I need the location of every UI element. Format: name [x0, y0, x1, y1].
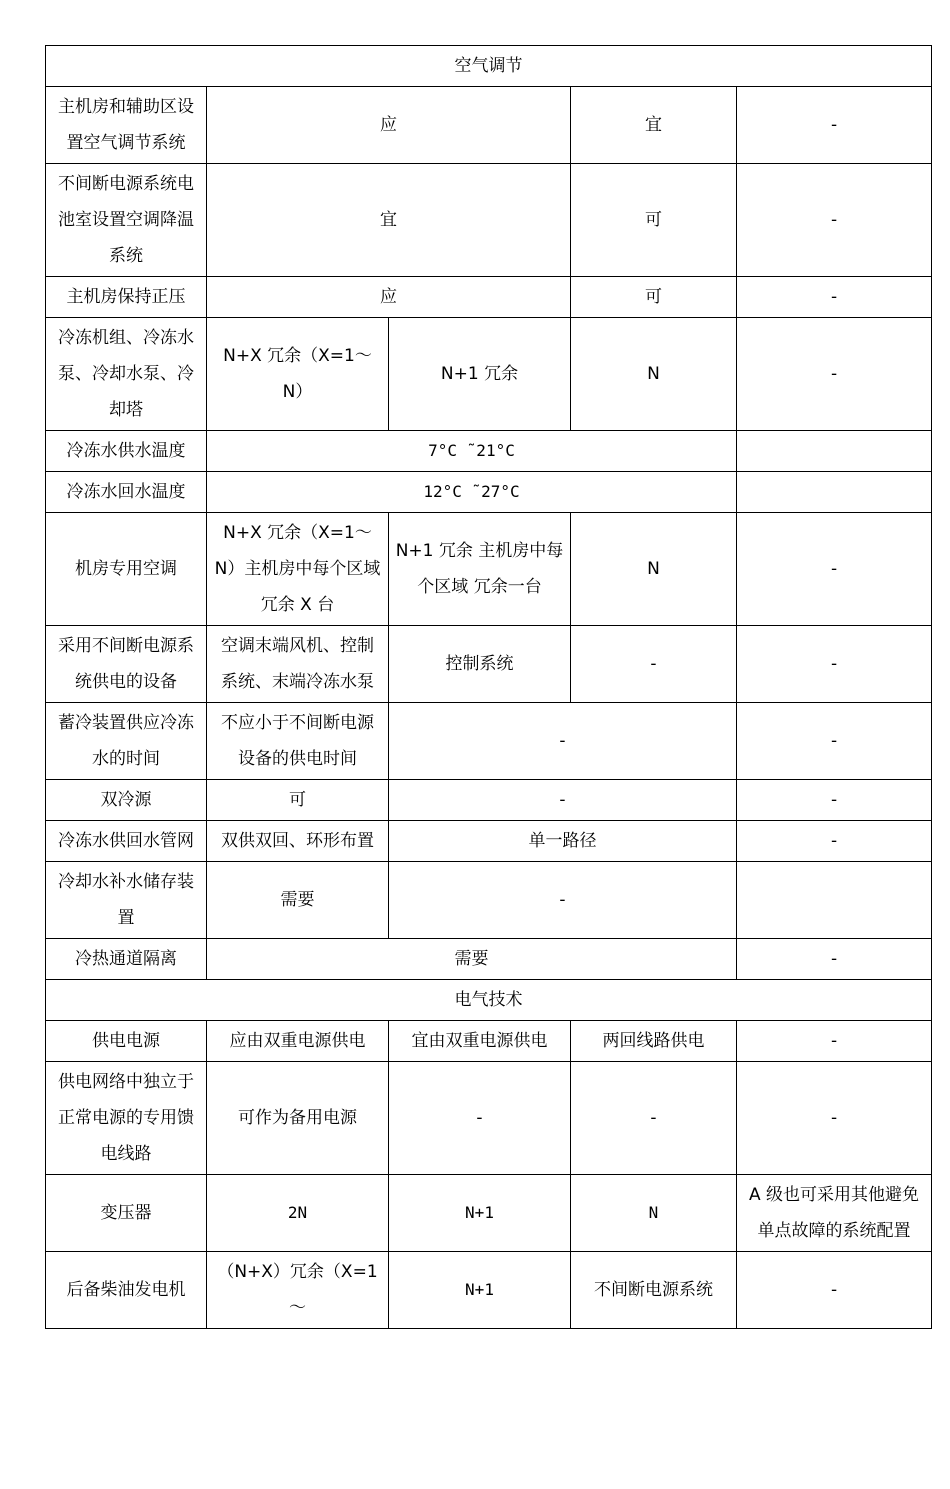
row-label: 主机房和辅助区设置空气调节系统 — [46, 87, 207, 164]
cell-c: N — [571, 318, 737, 431]
table-row — [46, 821, 932, 862]
table-row — [46, 703, 932, 780]
cell-c: 可 — [571, 277, 737, 318]
cell-a: 应 — [207, 87, 571, 164]
row-label: 冷却水补水储存装置 — [46, 862, 207, 939]
cell-b: - — [389, 703, 737, 780]
cell-d: - — [737, 939, 932, 980]
cell-d: - — [737, 318, 932, 431]
cell-b: 单一路径 — [389, 821, 737, 862]
table-row — [46, 1175, 932, 1252]
cell-a: 双供双回、环形布置 — [207, 821, 389, 862]
table-row — [46, 277, 932, 318]
row-label: 双冷源 — [46, 780, 207, 821]
section-row-elec — [46, 980, 932, 1021]
cell-a: N+X 冗余（X=1～N）主机房中每个区域 冗余 X 台 — [207, 513, 389, 626]
table-row — [46, 862, 932, 939]
cell-c: 不间断电源系统 — [571, 1252, 737, 1329]
cell-a: 12°C ˜27°C — [207, 472, 737, 513]
cell-a: 需要 — [207, 939, 737, 980]
table-row — [46, 431, 932, 472]
section-title: 空气调节 — [46, 46, 932, 87]
row-label: 主机房保持正压 — [46, 277, 207, 318]
cell-d-empty — [737, 431, 932, 472]
cell-a: 应 — [207, 277, 571, 318]
cell-a: 应由双重电源供电 — [207, 1021, 389, 1062]
cell-d: A 级也可采用其他避免单点故障的系统配置 — [737, 1175, 932, 1252]
row-label: 供电电源 — [46, 1021, 207, 1062]
cell-d: - — [737, 277, 932, 318]
section-row-air — [46, 46, 932, 87]
cell-b: - — [389, 862, 737, 939]
row-label: 冷冻水供回水管网 — [46, 821, 207, 862]
table-row — [46, 513, 932, 626]
row-label: 冷热通道隔离 — [46, 939, 207, 980]
row-label: 冷冻机组、冷冻水泵、冷却水泵、冷却塔 — [46, 318, 207, 431]
row-label: 采用不间断电源系统供电的设备 — [46, 626, 207, 703]
table-row — [46, 626, 932, 703]
cell-d: - — [737, 1021, 932, 1062]
cell-b: 控制系统 — [389, 626, 571, 703]
cell-b: N+1 冗余 — [389, 318, 571, 431]
table-row — [46, 472, 932, 513]
cell-d-empty — [737, 472, 932, 513]
row-label: 不间断电源系统电池室设置空调降温系统 — [46, 164, 207, 277]
cell-a: 空调末端风机、控制系统、末端冷冻水泵 — [207, 626, 389, 703]
cell-b: N+1 — [389, 1252, 571, 1329]
cell-c: 宜 — [571, 87, 737, 164]
row-label: 蓄冷装置供应冷冻水的时间 — [46, 703, 207, 780]
table-row — [46, 1252, 932, 1329]
row-label: 冷冻水回水温度 — [46, 472, 207, 513]
spec-table — [45, 45, 932, 1329]
cell-a: 可 — [207, 780, 389, 821]
cell-d: - — [737, 703, 932, 780]
cell-c: - — [571, 1062, 737, 1175]
table-row — [46, 1021, 932, 1062]
row-label: 冷冻水供水温度 — [46, 431, 207, 472]
cell-a: N+X 冗余（X=1～N） — [207, 318, 389, 431]
table-row — [46, 164, 932, 277]
cell-c: 两回线路供电 — [571, 1021, 737, 1062]
cell-b: N+1 — [389, 1175, 571, 1252]
cell-d: - — [737, 1252, 932, 1329]
cell-c: - — [571, 626, 737, 703]
cell-d: - — [737, 164, 932, 277]
row-label: 供电网络中独立于正常电源的专用馈电线路 — [46, 1062, 207, 1175]
cell-a: 需要 — [207, 862, 389, 939]
cell-d: - — [737, 513, 932, 626]
table-row — [46, 87, 932, 164]
cell-d: - — [737, 1062, 932, 1175]
cell-c: N — [571, 513, 737, 626]
row-label: 机房专用空调 — [46, 513, 207, 626]
cell-d: - — [737, 821, 932, 862]
cell-a: 可作为备用电源 — [207, 1062, 389, 1175]
table-row — [46, 318, 932, 431]
table-row — [46, 1062, 932, 1175]
row-label: 后备柴油发电机 — [46, 1252, 207, 1329]
cell-a: 宜 — [207, 164, 571, 277]
table-row — [46, 780, 932, 821]
cell-c: 可 — [571, 164, 737, 277]
cell-d: - — [737, 780, 932, 821]
cell-b: - — [389, 780, 737, 821]
cell-d: - — [737, 87, 932, 164]
cell-a: 2N — [207, 1175, 389, 1252]
cell-b: N+1 冗余 主机房中每个区域 冗余一台 — [389, 513, 571, 626]
cell-d-empty — [737, 862, 932, 939]
cell-b: - — [389, 1062, 571, 1175]
section-title: 电气技术 — [46, 980, 932, 1021]
cell-a: （N+X）冗余（X=1～ — [207, 1252, 389, 1329]
table-row — [46, 939, 932, 980]
cell-a: 不应小于不间断电源设备的供电时间 — [207, 703, 389, 780]
cell-a: 7°C ˜21°C — [207, 431, 737, 472]
cell-d: - — [737, 626, 932, 703]
row-label: 变压器 — [46, 1175, 207, 1252]
cell-c: N — [571, 1175, 737, 1252]
cell-b: 宜由双重电源供电 — [389, 1021, 571, 1062]
